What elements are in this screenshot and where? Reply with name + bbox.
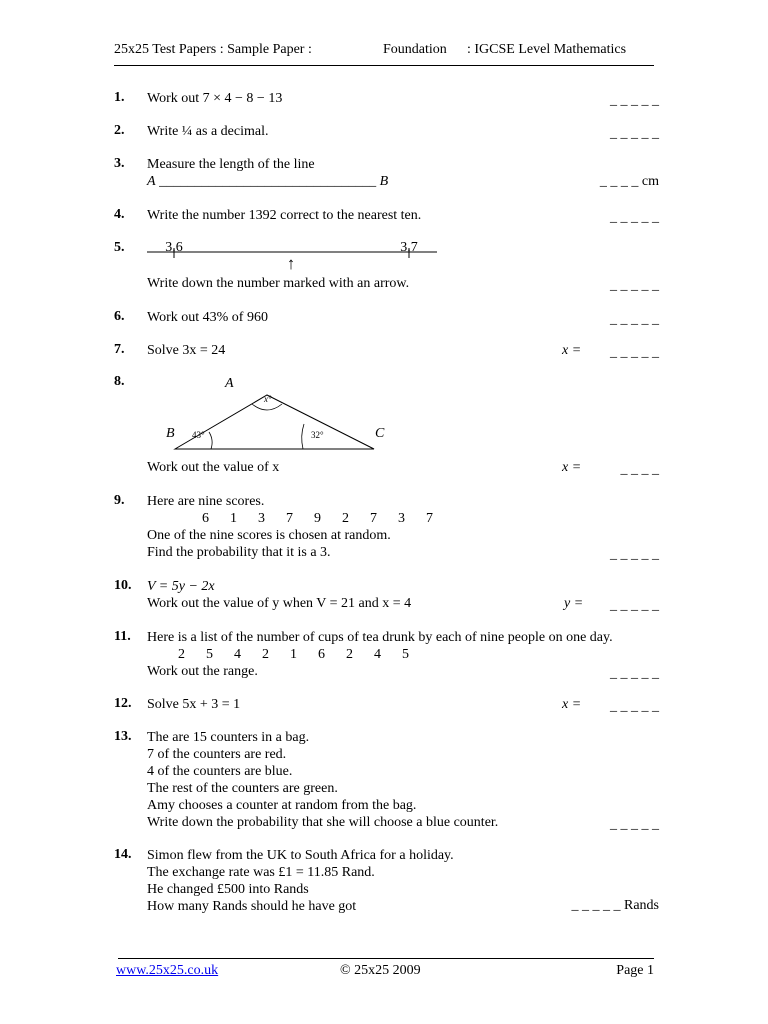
question-text: Here is a list of the number of cups of tea drunk by each of nine people on one day.: [147, 630, 613, 645]
answer-blank[interactable]: _ _ _ _ _: [610, 312, 659, 327]
question-text: Measure the length of the line: [147, 157, 315, 172]
copyright: © 25x25 2009: [340, 963, 421, 978]
angle-c: 32°: [311, 430, 324, 440]
measure-line: [147, 173, 388, 190]
question-text: Amy chooses a counter at random from the bag.: [147, 798, 417, 813]
question-text: Solve 3x = 24: [147, 343, 226, 358]
page-header: [114, 42, 654, 60]
question-text: Here are nine scores.: [147, 494, 265, 509]
question-text: Write down the number marked with an arrow.: [147, 276, 410, 291]
line-segment: _______________________________: [159, 174, 377, 189]
vertex-a: A: [225, 376, 234, 391]
answer-blank[interactable]: _ _ _ _ _: [610, 126, 659, 141]
website-link[interactable]: www.25x25.co.uk: [116, 963, 219, 978]
question-text: Find the probability that it is a 3.: [147, 545, 331, 560]
answer-blank[interactable]: _ _ _ _: [620, 462, 659, 477]
vertex-b: B: [166, 426, 175, 441]
answer-label: x =: [562, 460, 582, 475]
tick-label-right: 3.7: [400, 240, 418, 255]
question-text: Work out 7 × 4 − 8 − 13: [147, 91, 283, 106]
answer-blank[interactable]: _ _ _ _ _: [610, 699, 659, 714]
header-tier: Foundation: [383, 42, 447, 57]
question-text: Write the number 1392 correct to the nearest ten.: [147, 208, 422, 223]
scores-list: 6 1 3 7 9 2 7 3 7: [202, 511, 433, 526]
label-a: A: [147, 174, 156, 189]
vertex-c: C: [375, 426, 385, 441]
answer-blank[interactable]: _ _ _ _ _: [610, 93, 659, 108]
answer-label: y =: [564, 596, 584, 611]
question-text: Write ¼ as a decimal.: [147, 124, 269, 139]
question-number: 1.: [114, 90, 125, 105]
answer-blank[interactable]: _ _ _ _ cm: [599, 174, 659, 189]
question-text: Simon flew from the UK to South Africa for a holiday.: [147, 848, 454, 863]
question-text: The rest of the counters are green.: [147, 781, 338, 796]
angle-x: x°: [264, 394, 272, 404]
question-text: Work out the value of y when V = 21 and x = 4: [147, 596, 412, 611]
answer-blank[interactable]: _ _ _ _ _: [610, 666, 659, 681]
answer-blank[interactable]: _ _ _ _ _: [610, 547, 659, 562]
question-text: 7 of the counters are red.: [147, 747, 287, 762]
page-number: Page 1: [616, 963, 654, 978]
answer-blank[interactable]: _ _ _ _ _: [610, 278, 659, 293]
question-text: Write down the probability that she will choose a blue counter.: [147, 815, 499, 830]
number-line: [147, 238, 447, 272]
question-number: 8.: [114, 374, 125, 389]
question-text: 4 of the counters are blue.: [147, 764, 293, 779]
question-number: 10.: [114, 578, 132, 593]
header-level: : IGCSE Level Mathematics: [467, 42, 627, 57]
question-text: How many Rands should he have got: [147, 899, 357, 914]
question-text: Work out the value of x: [147, 460, 280, 475]
angle-b: 43°: [192, 430, 205, 440]
question-number: 2.: [114, 123, 125, 138]
equation: V = 5y − 2x: [147, 579, 215, 594]
answer-blank[interactable]: _ _ _ _ _: [610, 345, 659, 360]
question-text: One of the nine scores is chosen at random.: [147, 528, 391, 543]
header-rule: [114, 65, 654, 66]
question-number: 14.: [114, 847, 132, 862]
tick-label-left: 3.6: [165, 240, 183, 255]
question-text: Work out the range.: [147, 664, 258, 679]
cups-list: 2 5 4 2 1 6 2 4 5: [178, 647, 409, 662]
header-series: 25x25 Test Papers : Sample Paper :: [114, 42, 312, 57]
up-arrow-icon: ↑: [286, 254, 296, 272]
question-text: The are 15 counters in a bag.: [147, 730, 310, 745]
answer-blank[interactable]: _ _ _ _ _: [610, 817, 659, 832]
question-number: 13.: [114, 729, 132, 744]
question-number: 3.: [114, 156, 125, 171]
answer-blank[interactable]: _ _ _ _ _: [610, 210, 659, 225]
question-number: 6.: [114, 309, 125, 324]
answer-blank[interactable]: _ _ _ _ _: [610, 598, 659, 613]
label-b: B: [379, 174, 389, 189]
question-number: 12.: [114, 696, 132, 711]
answer-label: x =: [562, 697, 582, 712]
question-text: He changed £500 into Rands: [147, 882, 309, 897]
question-number: 9.: [114, 493, 125, 508]
triangle-diagram: [154, 374, 414, 456]
question-text: Work out 43% of 960: [147, 310, 268, 325]
question-number: 4.: [114, 207, 125, 222]
footer-rule: [118, 958, 654, 959]
question-text: Solve 5x + 3 = 1: [147, 697, 241, 712]
answer-blank[interactable]: _ _ _ _ _ Rands: [571, 898, 659, 913]
question-text: The exchange rate was £1 = 11.85 Rand.: [147, 865, 375, 880]
question-number: 11.: [114, 629, 131, 644]
question-number: 7.: [114, 342, 125, 357]
question-number: 5.: [114, 240, 125, 255]
answer-label: x =: [562, 343, 582, 358]
